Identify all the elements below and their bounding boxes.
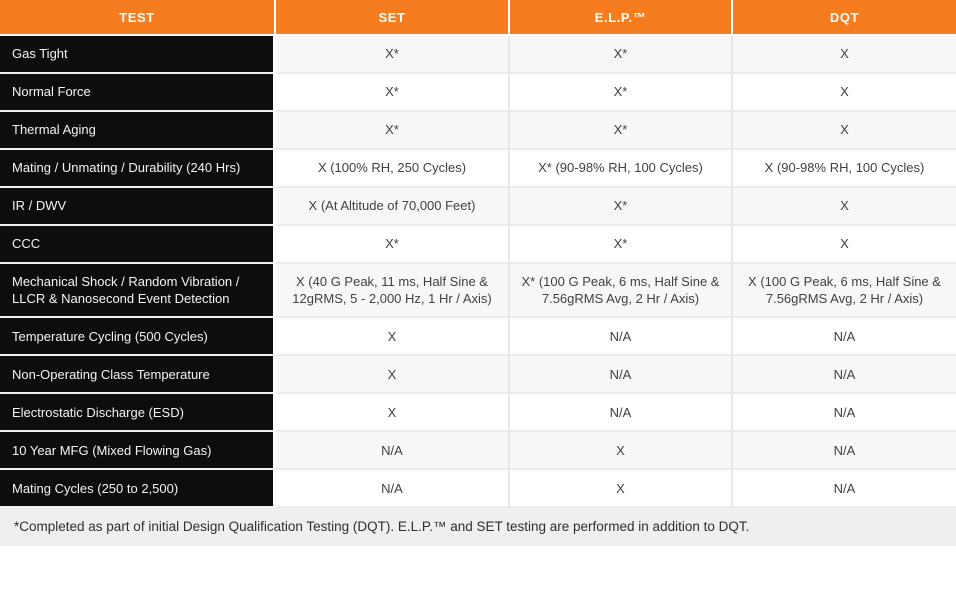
cell-set: X* [276, 74, 510, 112]
table-row [0, 318, 956, 356]
cell-elp: X [510, 470, 733, 508]
cell-set: N/A [276, 470, 510, 508]
row-label: CCC [0, 226, 276, 264]
footnote-row [0, 508, 956, 546]
cell-elp: X* [510, 188, 733, 226]
row-label: 10 Year MFG (Mixed Flowing Gas) [0, 432, 276, 470]
cell-set: X* [276, 112, 510, 150]
table-row [0, 74, 956, 112]
row-label: Electrostatic Discharge (ESD) [0, 394, 276, 432]
table-row [0, 226, 956, 264]
cell-dqt: X [733, 226, 956, 264]
row-label: Temperature Cycling (500 Cycles) [0, 318, 276, 356]
cell-set: X [276, 318, 510, 356]
row-label: Mating / Unmating / Durability (240 Hrs) [0, 150, 276, 188]
cell-set: X* [276, 36, 510, 74]
cell-dqt: X [733, 112, 956, 150]
table-row [0, 112, 956, 150]
cell-elp: N/A [510, 318, 733, 356]
header-cell-test: TEST [0, 0, 276, 36]
cell-set: X [276, 356, 510, 394]
header-row [0, 0, 956, 36]
cell-dqt: N/A [733, 394, 956, 432]
row-label: Normal Force [0, 74, 276, 112]
cell-dqt: X [733, 36, 956, 74]
cell-elp: X* [510, 36, 733, 74]
cell-dqt: N/A [733, 318, 956, 356]
cell-set: X (100% RH, 250 Cycles) [276, 150, 510, 188]
table-row [0, 356, 956, 394]
cell-set: X (At Altitude of 70,000 Feet) [276, 188, 510, 226]
cell-dqt: X [733, 74, 956, 112]
table-row [0, 264, 956, 318]
table-row [0, 394, 956, 432]
row-label: Mating Cycles (250 to 2,500) [0, 470, 276, 508]
table-row [0, 432, 956, 470]
row-label: IR / DWV [0, 188, 276, 226]
cell-set: X [276, 394, 510, 432]
cell-set: X (40 G Peak, 11 ms, Half Sine & 12gRMS, 5 - 2,000 Hz, 1 Hr / Axis) [276, 264, 510, 318]
cell-elp: X* [510, 112, 733, 150]
table-row [0, 36, 956, 74]
cell-dqt: N/A [733, 432, 956, 470]
cell-set: N/A [276, 432, 510, 470]
cell-elp: X* [510, 74, 733, 112]
cell-elp: X [510, 432, 733, 470]
cell-dqt: N/A [733, 470, 956, 508]
table-row [0, 150, 956, 188]
row-label: Non-Operating Class Temperature [0, 356, 276, 394]
cell-set: X* [276, 226, 510, 264]
cell-elp: X* [510, 226, 733, 264]
table-row [0, 470, 956, 508]
footnote: *Completed as part of initial Design Qualification Testing (DQT). E.L.P.™ and SET testing are performed in addition to DQT. [0, 508, 956, 546]
table-row [0, 188, 956, 226]
header-cell-elp: E.L.P.™ [510, 0, 733, 36]
row-label: Thermal Aging [0, 112, 276, 150]
cell-dqt: X (90-98% RH, 100 Cycles) [733, 150, 956, 188]
cell-elp: N/A [510, 394, 733, 432]
cell-elp: N/A [510, 356, 733, 394]
row-label: Mechanical Shock / Random Vibration / LLCR & Nanosecond Event Detection [0, 264, 276, 318]
cell-elp: X* (90-98% RH, 100 Cycles) [510, 150, 733, 188]
cell-dqt: N/A [733, 356, 956, 394]
row-label: Gas Tight [0, 36, 276, 74]
header-cell-set: SET [276, 0, 510, 36]
cell-dqt: X (100 G Peak, 6 ms, Half Sine & 7.56gRMS Avg, 2 Hr / Axis) [733, 264, 956, 318]
header-cell-dqt: DQT [733, 0, 956, 36]
cell-elp: X* (100 G Peak, 6 ms, Half Sine & 7.56gRMS Avg, 2 Hr / Axis) [510, 264, 733, 318]
cell-dqt: X [733, 188, 956, 226]
